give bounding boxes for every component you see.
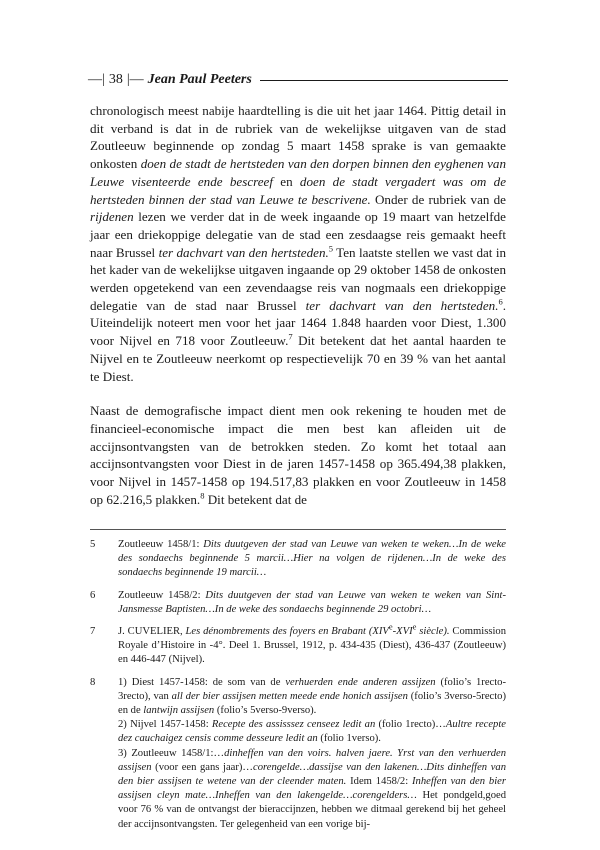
italic-text: doen de stadt vergadert was om de hertsteden binnen der stad van Leuwe te bescrivene. <box>90 173 507 207</box>
footnotes <box>90 538 506 840</box>
running-header-author: Jean Paul Peeters <box>147 72 252 87</box>
footnote-6 <box>90 589 506 617</box>
text-run: chronologisch meest nabije haardtelling is die uit het jaar 1464. Pittig detail in dit verband is dat in de rubriek van de wekelijkse uitgaven van de stad Zoutleeuw beginnende op zondag 5 maart 1458 sprake is van gemaakte onkosten <box>90 103 506 172</box>
italic-text: verhuerden ende anderen assijzen <box>285 676 436 688</box>
italic-text: ter dachvart van den hertsteden. <box>158 244 329 260</box>
text-run: (folio 1verso). <box>317 733 381 745</box>
note-reference: 7 <box>288 331 293 342</box>
text-run: Het pondgeld,goed voor 76 % van de ontvangst der bieraccijnzen, hebben we ditmaal gerekend bij het geheel der accijnsontvangsten. Ter gelegenheid van een vorige bij- <box>118 790 507 830</box>
header-rule <box>260 80 508 81</box>
text-run: Ten laatste stellen we vast dat in het kader van de wekelijkse uitgaven ingaande op 29 oktober 1458 de onkosten werden opgetekend van een zevendaagse reis van nogmaals een driekoppige delegatie van de stad naar Brussel <box>90 244 507 313</box>
footnote-text <box>118 621 506 668</box>
footnote-number: 6 <box>90 589 96 601</box>
footnote-5 <box>90 538 506 581</box>
header-dash-left: —| <box>88 72 105 87</box>
text-run: J. CUVELIER, <box>118 626 186 638</box>
text-run: Idem 1458/2: <box>346 776 413 788</box>
italic-text: Les dénombrements des foyers en Brabant (XIV <box>185 626 389 638</box>
text-run: (folio 1recto)… <box>375 719 446 731</box>
italic-text: doen de stadt de hertsteden van den dorpen binnen den eyghenen van Leuwe visenteerde ende bescreef <box>90 156 506 189</box>
footnote-7 <box>90 621 506 668</box>
footnote-number: 8 <box>90 676 96 688</box>
italic-text: siècle). <box>416 626 450 638</box>
italic-text: corengelde…dassijse van den lakenen…Dits dinheffen van den bier assijsen te wetene van der cleender maten. <box>118 761 506 788</box>
text-run: Dit betekent dat het aantal haarden te Nijvel en te Zoutleeuw neerkomt op respectievelijk 70 en 39 % van het aantal te Diest. <box>90 333 506 384</box>
text-run: lezen we verder dat in de week ingaande op 19 maart van hetzelfde jaar een driekoppige delegatie van de stad een zesdaagse reis gemaakt heeft naar Brussel <box>90 209 506 260</box>
footnote-text <box>118 589 506 617</box>
footnote-line-diest <box>118 676 506 719</box>
text-run: Commission Royale d’Histoire in -4°. Deel 1. Brussel, 1912, p. 434-435 (Diest), 436-437 (Zoutleeuw) en 446-447 (Nijvel). <box>118 626 506 666</box>
italic-text: dinheffen van den voirs. halven jaere. Yrst van den verhuerden assijsen <box>118 747 506 773</box>
paragraph-2 <box>90 402 506 508</box>
footnote-text <box>118 676 506 832</box>
note-reference: e <box>412 621 417 632</box>
running-header <box>88 70 508 90</box>
note-reference: 6 <box>498 296 503 307</box>
italic-text: Dits duutgeven der stad van Leuwe van weken te weken van Sint-Jansmesse Baptisten…In de weke des sondaechs beginnende 29 octobri… <box>118 589 506 615</box>
text-run: . Uiteindelijk noteert men voor het jaar 1464 1.848 haarden voor Diest, 1.300 voor Nijvel en 718 voor Zoutleeuw. <box>90 297 507 349</box>
text-run: Zoutleeuw 1458/2: <box>118 589 206 601</box>
text-run: (folio’s 5verso-9verso). <box>214 705 317 717</box>
text-run: 1) Diest 1457-1458: de som van de <box>118 676 286 688</box>
italic-text: -XVI <box>392 626 413 638</box>
note-reference: e <box>388 621 393 632</box>
italic-text: Inheffen van den bier assijsen cleyn mate…Inheffen van den lakengelde…corengelders… <box>118 776 506 802</box>
footnote-line-nijvel <box>118 718 506 746</box>
italic-text: Aultre recepte dez cauchaigez censis comme desseure ledit an <box>118 719 506 745</box>
text-run: Zoutleeuw 1458/1: <box>118 539 204 550</box>
footnote-separator <box>90 529 506 530</box>
text-run: Onder de rubriek van de <box>370 191 506 207</box>
text-run: Naast de demografische impact dient men ook rekening te houden met de financieel-economische impact die men best kan afleiden uit de accijnsontvangsten van de betrokken steden. Zo komt het totaal aan accijnsontvangsten voor Diest in de jaren 1457-1458 op 365.494,38 plakken, voor Nijvel in 1457-1458 op 194.517,83 plakken en voor Zoutleeuw in 1458 op 62.216,5 plakken. <box>90 403 506 507</box>
footnote-number: 7 <box>90 626 96 638</box>
text-run: (folio’s 1recto-3recto), van <box>118 676 506 702</box>
italic-text: lantwijn assijsen <box>143 705 215 717</box>
italic-text: ter dachvart van den hertsteden. <box>305 297 499 313</box>
note-reference: 5 <box>328 243 334 254</box>
footnote-line-zoutleeuw <box>118 747 506 832</box>
italic-text: Dits duutgeven der stad van Leuwe van weken te weken…In de weke des sondaechs beginnende 5 marcii…Hier na volgen de rijdenen…In de weke des sondaechs beginnende 19 marcii… <box>118 539 506 579</box>
text-run: 2) Nijvel 1457-1458: <box>118 719 212 731</box>
text-run: Dit betekent dat de <box>204 491 307 507</box>
text-run: 3) Zoutleeuw 1458/1:… <box>118 747 225 759</box>
header-dash-right: |— <box>126 72 144 87</box>
italic-text: all der bier assijsen metten meede ende honich assijsen <box>171 690 408 702</box>
footnote-number: 5 <box>90 539 96 550</box>
body-text <box>90 102 506 508</box>
note-reference: 8 <box>200 490 205 501</box>
text-run: (folio’s 3verso-5recto) en de <box>118 690 506 717</box>
italic-text: Recepte des assisssez censeez ledit an <box>211 719 376 731</box>
footnote-8 <box>90 676 506 832</box>
footnote-text <box>118 538 506 581</box>
page-number: 38 <box>108 72 123 87</box>
italic-text: rijdenen <box>90 209 134 225</box>
text-run: (voor een gans jaar)… <box>151 761 254 773</box>
paragraph-1 <box>90 102 506 385</box>
text-run: en <box>273 173 300 189</box>
